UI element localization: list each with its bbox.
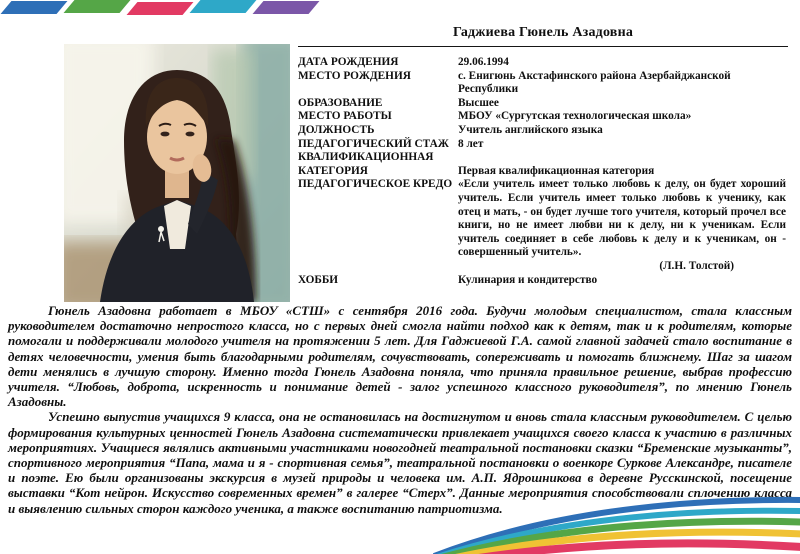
field-value-position: Учитель английского языка <box>458 123 603 136</box>
page-title: Гаджиева Гюнель Азадовна <box>298 25 788 47</box>
stripe-green <box>64 0 131 13</box>
stripe-purple <box>253 1 320 14</box>
field-label-hobby: ХОББИ <box>298 273 339 286</box>
field-value-birth-place: с. Енигюнь Акстафинского района Азербайджанской Республики <box>458 69 731 96</box>
field-row-birth-place <box>298 70 786 97</box>
field-value-experience: 8 лет <box>458 137 484 150</box>
field-label-qualification: КВАЛИФИКАЦИОННАЯ КАТЕГОРИЯ <box>298 151 434 177</box>
field-row-credo <box>298 178 786 273</box>
field-row-experience <box>298 138 786 152</box>
field-label-workplace: МЕСТО РАБОТЫ <box>298 110 392 123</box>
field-label-position: ДОЛЖНОСТЬ <box>298 123 375 136</box>
field-value-birth-date: 29.06.1994 <box>458 56 509 68</box>
field-row-birth-date <box>298 56 786 70</box>
field-row-workplace <box>298 110 786 124</box>
bottom-decorative-swoosh <box>420 494 800 554</box>
biography-text <box>8 303 792 516</box>
top-decorative-stripes <box>6 0 321 15</box>
field-label-birth-place: МЕСТО РОЖДЕНИЯ <box>298 69 411 82</box>
field-row-qualification <box>298 151 786 178</box>
profile-fields <box>298 56 786 287</box>
field-row-position <box>298 124 786 138</box>
field-row-hobby <box>298 274 786 288</box>
field-label-birth-date: ДАТА РОЖДЕНИЯ <box>298 56 399 68</box>
credo-attribution: (Л.Н. Толстой) <box>659 259 734 272</box>
field-value-workplace: МБОУ «Сургутская технологическая школа» <box>458 110 692 123</box>
field-value-credo: «Если учитель имеет только любовь к делу, он будет хороший учитель. Если учитель имеет только любовь к ученику, как отец и мать, - он будет лучше того учителя, который прочел все книги, но не имеет любви ни к делу, ни к ученикам. Если учитель соединяет в себе любовь к делу и к ученикам, он - совершенный учитель». <box>458 178 786 259</box>
biography-paragraph-1: Гюнель Азадовна работает в МБОУ «СТШ» с сентября 2016 года. Будучи молодым специалистом, стала классным руководителем достаточно непростого класса, но с первых дней смогла найти подход как к детям, так и к родителям, которые помогали и поддерживали молодого учителя на протяжении 5 лет. Для Гаджиевой Г.А. самой главной задачей стало воспитание в детях человечности, умения быть благодарными родителям, сочувствовать, сопереживать и помогать ближнему. Шаг за шагом дети менялись в лучшую сторону. Именно тогда Гюнель Азадовна поняла, что приняла правильное решение, выбрав профессию учителя. “Любовь, доброта, искренность и понимание детей - залог успешного классного руководителя”, по мнению Гюнель Азадовны. <box>8 303 792 410</box>
field-value-hobby: Кулинария и кондитерство <box>458 273 598 286</box>
teacher-portrait-photo <box>64 44 290 302</box>
field-label-credo: ПЕДАГОГИЧЕСКОЕ КРЕДО <box>298 178 453 191</box>
field-label-education: ОБРАЗОВАНИЕ <box>298 96 383 109</box>
stripe-blue <box>1 1 68 14</box>
field-value-qualification: Первая квалификационная категория <box>458 164 655 177</box>
stripe-teal <box>190 0 257 13</box>
biography-paragraph-2: Успешно выпустив учащихся 9 класса, она не остановилась на достигнутом и вновь стала классным руководителем. С целью формирования культурных ценностей Гюнель Азадовна систематически привлекает учащихся своего класса к участию в различных мероприятиях. Учащиеся являлись активными участниками новогодней театральной постановки сказки “Бременские музыканты”, спортивного мероприятия “Папа, мама и я - спортивная семья”, театральной постановки о военкоре Суркове Александре, писателе и поэте. Ею были организованы экскурсия в музей природы и человека им. А.П. Ядрошникова в деревне Русскинской, посещение выставки “Кот нейрон. Искусство современных времен” в галерее “Стерх”. Данные мероприятия способствовали сплочению класса и выявлению сильных сторон каждого ученика, а также воспитанию патриотизма. <box>8 409 792 516</box>
field-label-experience: ПЕДАГОГИЧЕСКИЙ СТАЖ <box>298 137 449 150</box>
field-row-education <box>298 97 786 111</box>
stripe-pink <box>127 2 194 15</box>
field-value-education: Высшее <box>458 96 499 109</box>
